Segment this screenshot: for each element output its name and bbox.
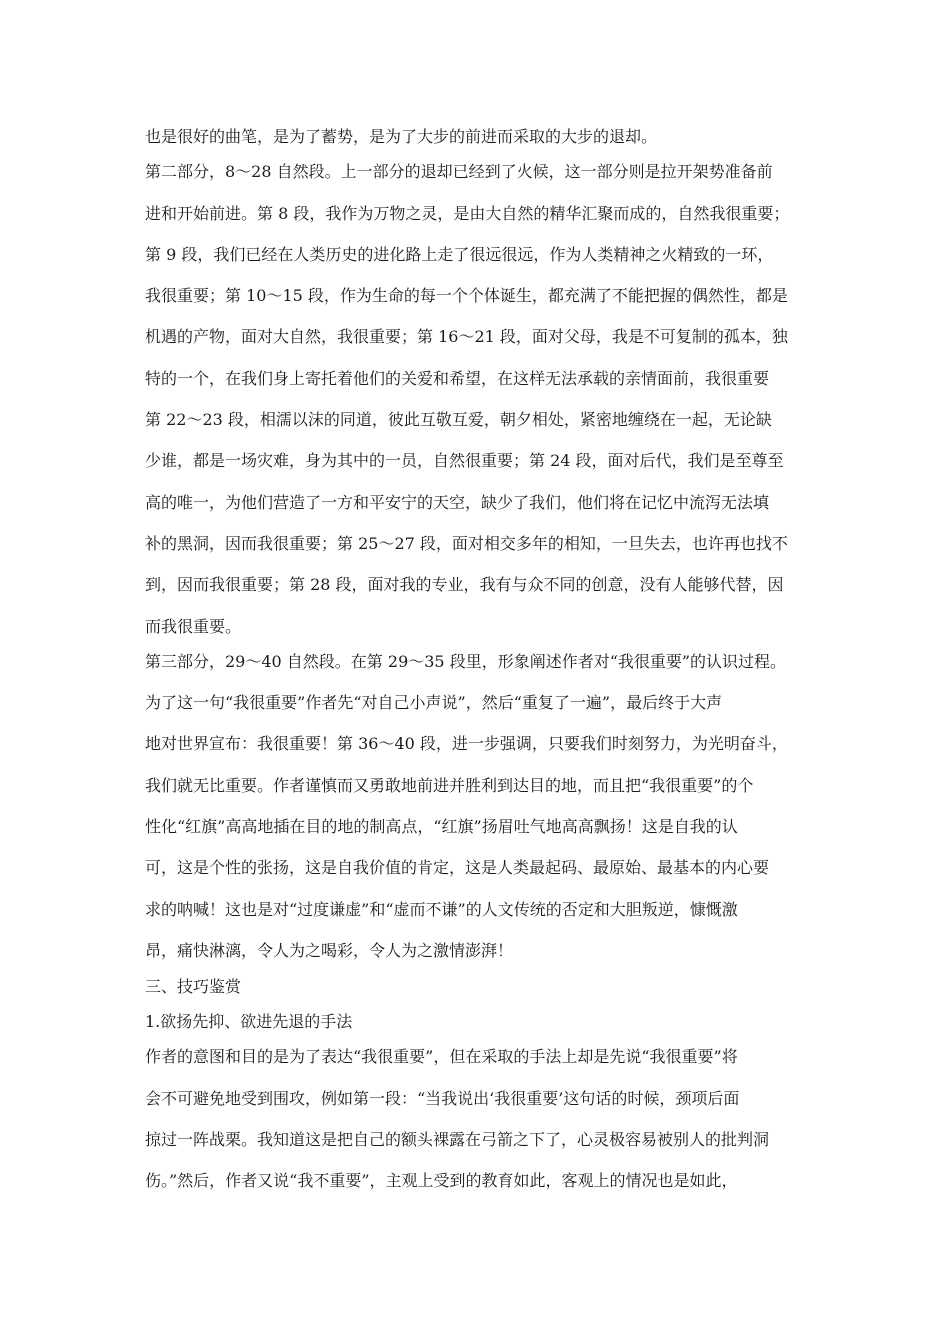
text-line: 昂，痛快淋漓，令人为之喝彩，令人为之激情澎湃！ xyxy=(145,941,514,960)
text-line: 补的黑洞，因而我很重要；第 25～27 段，面对相交多年的相知，一旦失去，也许再也找不 xyxy=(145,534,788,553)
text-line: 掠过一阵战栗。我知道这是把自己的额头裸露在弓箭之下了，心灵极容易被别人的批判洞 xyxy=(145,1130,770,1149)
text-line: 我很重要；第 10～15 段，作为生命的每一个个体诞生，都充满了不能把握的偶然性，都是 xyxy=(145,286,788,305)
text-line: 我们就无比重要。作者谨慎而又勇敢地前进并胜利到达目的地，而且把“我很重要”的个 xyxy=(145,776,754,795)
text-line: 性化“红旗”高高地插在目的地的制高点，“红旗”扬眉吐气地高高飘扬！这是自我的认 xyxy=(145,817,738,836)
text-line: 第二部分，8～28 自然段。上一部分的退却已经到了火候，这一部分则是拉开架势准备前 xyxy=(145,162,773,181)
text-line: 少谁，都是一场灾难，身为其中的一员，自然很重要；第 24 段，面对后代，我们是至尊至 xyxy=(145,451,784,470)
text-line: 伤。”然后，作者又说“我不重要”，主观上受到的教育如此，客观上的情况也是如此， xyxy=(145,1171,738,1190)
text-line: 求的呐喊！这也是对“过度谦虚”和“虚而不谦”的人文传统的否定和大胆叛逆，慷慨激 xyxy=(145,900,738,919)
text-line: 特的一个，在我们身上寄托着他们的关爱和希望，在这样无法承载的亲情面前，我很重要 xyxy=(145,369,770,388)
text-line: 可，这是个性的张扬，这是自我价值的肯定，这是人类最起码、最原始、最基本的内心要 xyxy=(145,858,770,877)
text-line: 为了这一句“我很重要”作者先“对自己小声说”，然后“重复了一遍”，最后终于大声 xyxy=(145,693,723,712)
text-line: 也是很好的曲笔，是为了蓄势，是为了大步的前进而采取的大步的退却。 xyxy=(145,127,658,146)
text-line: 进和开始前进。第 8 段，我作为万物之灵，是由大自然的精华汇聚而成的，自然我很重要； xyxy=(145,204,790,223)
text-line: 而我很重要。 xyxy=(145,617,242,636)
text-line: 会不可避免地受到围攻，例如第一段：“当我说出‘我很重要’这句话的时候，颈项后面 xyxy=(145,1089,740,1108)
text-line: 高的唯一，为他们营造了一方和平安宁的天空，缺少了我们，他们将在记忆中流泻无法填 xyxy=(145,493,770,512)
text-line: 作者的意图和目的是为了表达“我很重要”，但在采取的手法上却是先说“我很重要”将 xyxy=(145,1047,738,1066)
text-line: 第 9 段，我们已经在人类历史的进化路上走了很远很远，作为人类精神之火精致的一环， xyxy=(145,245,774,264)
text-line: 第 22～23 段，相濡以沫的同道，彼此互敬互爱，朝夕相处，紧密地缠绕在一起，无论缺 xyxy=(145,410,772,429)
text-line: 到，因而我很重要；第 28 段，面对我的专业，我有与众不同的创意，没有人能够代替，因 xyxy=(145,575,784,594)
section-heading: 三、技巧鉴赏 xyxy=(145,977,242,996)
subsection-heading: 1.欲扬先抑、欲进先退的手法 xyxy=(145,1012,353,1031)
text-line: 地对世界宣布：我很重要！第 36～40 段，进一步强调，只要我们时刻努力，为光明奋斗， xyxy=(145,734,788,753)
text-line: 机遇的产物，面对大自然，我很重要；第 16～21 段，面对父母，我是不可复制的孤本，独 xyxy=(145,327,788,346)
text-line: 第三部分，29～40 自然段。在第 29～35 段里，形象阐述作者对“我很重要”的认识过程。 xyxy=(145,652,787,671)
